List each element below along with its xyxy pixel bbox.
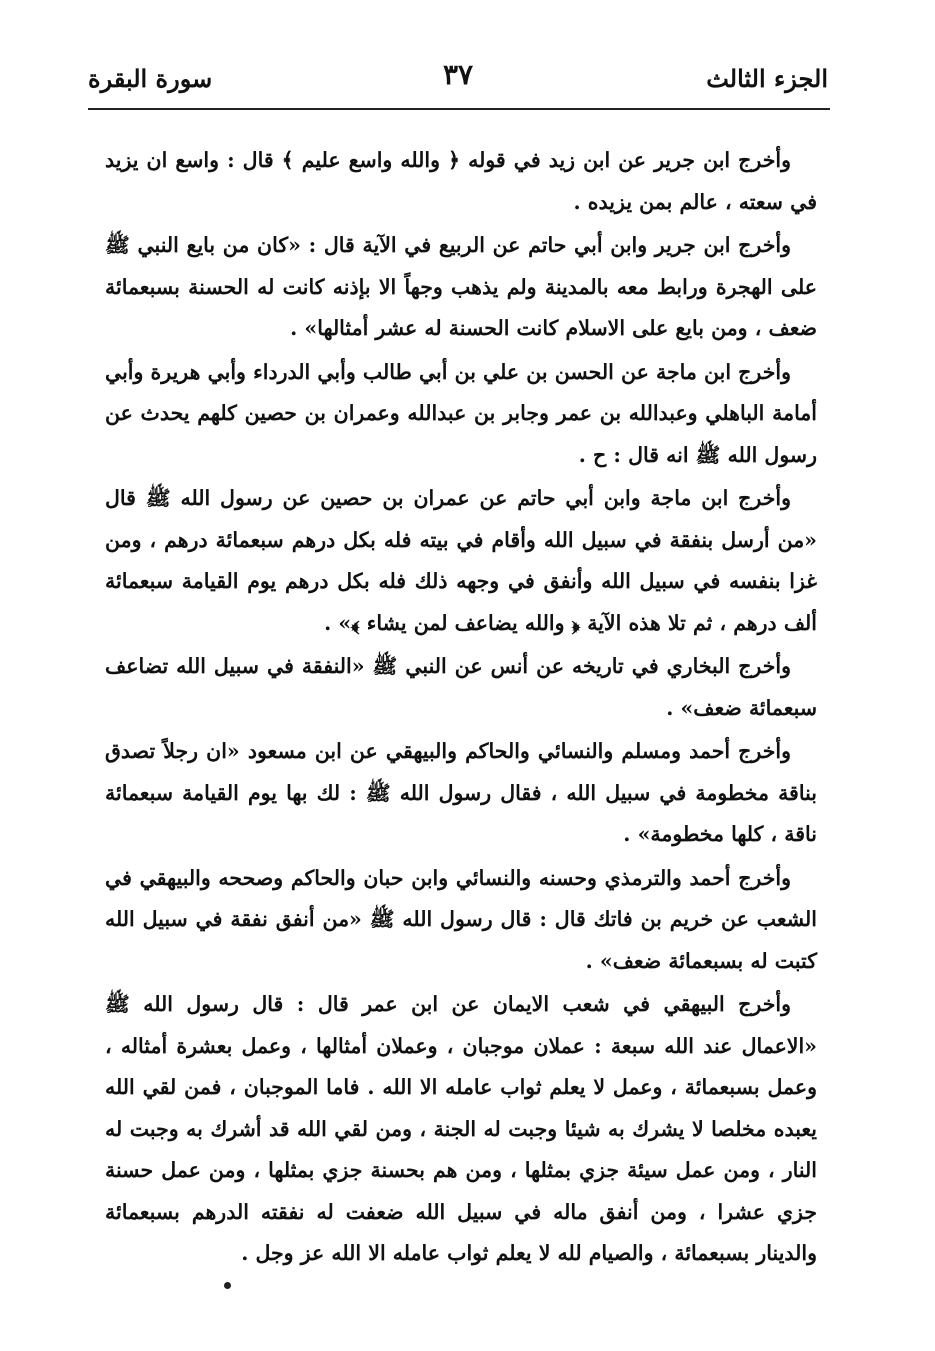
part-title: الجزء الثالث — [706, 64, 828, 93]
running-header — [88, 58, 828, 102]
paragraph: وأخرج أحمد ومسلم والنسائي والحاكم والبيهقي عن ابن مسعود «ان رجلاً تصدق بناقة مخطومة في سبيل الله ، فقال رسول الله ﷺ : لك بها يوم القيامة سبعمائة ناقة ، كلها مخطومة» . — [105, 739, 817, 846]
page-body — [105, 140, 817, 1277]
paragraph: وأخرج ابن ماجة وابن أبي حاتم عن عمران بن حصين عن رسول الله ﷺ قال «من أرسل بنفقة في سبيل الله وأقام في بيته فله بكل درهم سبعمائة درهم ، ومن غزا بنفسه في سبيل الله وأنفق في وجهه ذلك فله بكل درهم يوم القيامة سبعمائة ألف درهم ، ثم تلا هذه الآية ﴿ والله يضاعف لمن يشاء ﴾» . — [105, 486, 817, 635]
page-number: ٣٧ — [442, 58, 474, 91]
ink-dot — [224, 1282, 231, 1289]
paragraph: وأخرج البخاري في تاريخه عن أنس عن النبي ﷺ «النفقة في سبيل الله تضاعف سبعمائة ضعف» . — [105, 654, 817, 720]
header-rule — [88, 108, 830, 110]
paragraph: وأخرج ابن جرير عن ابن زيد في قوله ﴿ والله واسع عليم ﴾ قال : واسع ان يزيد في سعته ، عالم بمن يزيده . — [105, 148, 817, 214]
paragraph: وأخرج ابن جرير وابن أبي حاتم عن الربيع في الآية قال : «كان من بايع النبي ﷺ على الهجرة ورابط معه بالمدينة ولم يذهب وجهاً الا بإذنه كانت له الحسنة بسبعمائة ضعف ، ومن بايع على الاسلام كانت الحسنة له عشر أمثالها» . — [105, 233, 817, 340]
surah-title: سورة البقرة — [88, 64, 213, 93]
paragraph: وأخرج البيهقي في شعب الايمان عن ابن عمر قال : قال رسول الله ﷺ «الاعمال عند الله سبعة : عملان موجبان ، وعملان أمثالها ، وعمل بعشرة أمثاله ، وعمل بسبعمائة ، وعمل لا يعلم ثواب عامله الا الله . فاما الموجبان ، فمن لقي الله يعبده مخلصا لا يشرك به شيئا وجبت له الجنة ، ومن لقي الله قد أشرك به وجبت له النار ، ومن عمل سيئة جزي بمثلها ، ومن هم بحسنة جزي بمثلها ، ومن عمل حسنة جزي عشرا ، ومن أنفق ماله في سبيل الله ضعفت له نفقته الدرهم بسبعمائة والدينار بسبعمائة ، والصيام لله لا يعلم ثواب عامله الا الله عز وجل . — [105, 992, 817, 1265]
paragraph: وأخرج ابن ماجة عن الحسن بن علي بن أبي طالب وأبي الدرداء وأبي هريرة وأبي أمامة الباهلي وعبدالله بن عمر وجابر بن عبدالله وعمران بن حصين كلهم يحدث عن رسول الله ﷺ انه قال : ح . — [105, 359, 817, 467]
paragraph: وأخرج أحمد والترمذي وحسنه والنسائي وابن حبان والحاكم وصححه والبيهقي في الشعب عن خريم بن فاتك قال : قال رسول الله ﷺ «من أنفق نفقة في سبيل الله كتبت له بسبعمائة ضعف» . — [105, 865, 817, 973]
